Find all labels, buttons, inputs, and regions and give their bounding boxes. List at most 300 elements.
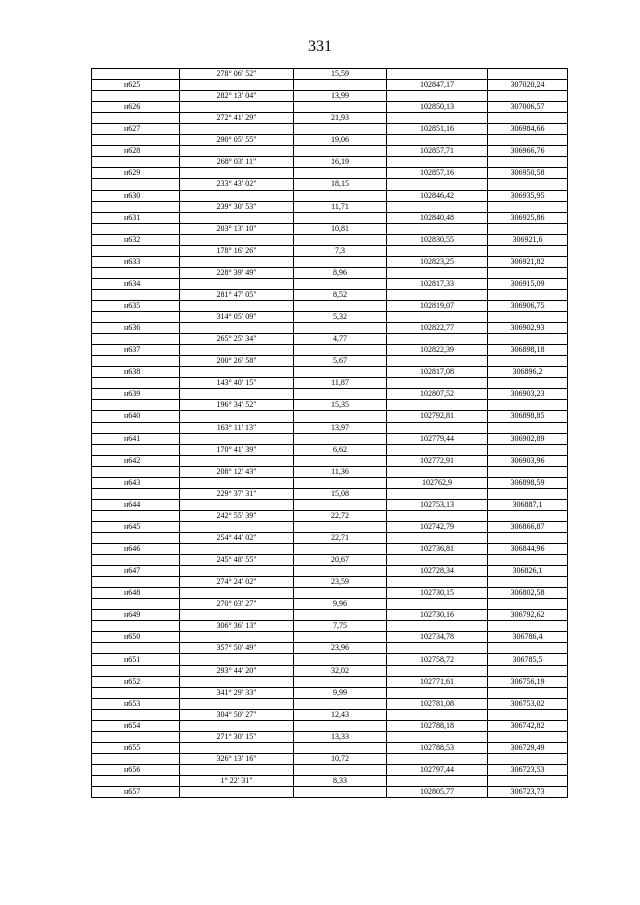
table-row bbox=[92, 687, 568, 698]
y-cell: 306950,58 bbox=[488, 168, 568, 179]
y-cell: 306915,09 bbox=[488, 278, 568, 289]
table-row bbox=[92, 477, 568, 488]
angle-cell bbox=[180, 190, 294, 201]
x-cell: 102817,08 bbox=[387, 367, 488, 378]
table-row bbox=[92, 731, 568, 742]
angle-cell bbox=[180, 787, 294, 798]
angle-cell bbox=[180, 742, 294, 753]
angle-cell bbox=[180, 367, 294, 378]
angle-cell: 239° 30' 53" bbox=[180, 201, 294, 212]
x-cell: 102857,71 bbox=[387, 146, 488, 157]
y-cell: 306786,4 bbox=[488, 632, 568, 643]
table-row bbox=[92, 389, 568, 400]
x-cell: 102797,44 bbox=[387, 764, 488, 775]
distance-cell: 15,08 bbox=[294, 488, 387, 499]
angle-cell bbox=[180, 278, 294, 289]
table-row bbox=[92, 113, 568, 124]
point-cell: н650 bbox=[92, 632, 180, 643]
distance-cell: 21,93 bbox=[294, 113, 387, 124]
x-cell bbox=[387, 91, 488, 102]
x-cell bbox=[387, 289, 488, 300]
point-cell: н628 bbox=[92, 146, 180, 157]
angle-cell: 245° 48' 55" bbox=[180, 555, 294, 566]
distance-cell: 13,33 bbox=[294, 731, 387, 742]
point-cell bbox=[92, 289, 180, 300]
angle-cell: 228° 39' 49" bbox=[180, 267, 294, 278]
table-row bbox=[92, 499, 568, 510]
point-cell: н642 bbox=[92, 455, 180, 466]
point-cell bbox=[92, 356, 180, 367]
y-cell bbox=[488, 621, 568, 632]
table-row bbox=[92, 102, 568, 113]
point-cell: н655 bbox=[92, 742, 180, 753]
angle-cell bbox=[180, 455, 294, 466]
distance-cell bbox=[294, 300, 387, 311]
angle-cell bbox=[180, 698, 294, 709]
table-row bbox=[92, 124, 568, 135]
x-cell bbox=[387, 113, 488, 124]
table-row bbox=[92, 80, 568, 91]
point-cell: н646 bbox=[92, 544, 180, 555]
table-row bbox=[92, 146, 568, 157]
y-cell bbox=[488, 444, 568, 455]
distance-cell bbox=[294, 654, 387, 665]
y-cell bbox=[488, 599, 568, 610]
x-cell: 102817,33 bbox=[387, 278, 488, 289]
point-cell bbox=[92, 378, 180, 389]
coordinates-table bbox=[91, 68, 568, 798]
table-row bbox=[92, 212, 568, 223]
angle-cell: 233° 43' 02" bbox=[180, 179, 294, 190]
point-cell: н632 bbox=[92, 234, 180, 245]
x-cell: 102753,13 bbox=[387, 499, 488, 510]
y-cell: 306826,1 bbox=[488, 566, 568, 577]
x-cell bbox=[387, 334, 488, 345]
point-cell bbox=[92, 488, 180, 499]
y-cell bbox=[488, 687, 568, 698]
y-cell: 306903,96 bbox=[488, 455, 568, 466]
distance-cell: 23,96 bbox=[294, 643, 387, 654]
x-cell: 102730,16 bbox=[387, 610, 488, 621]
y-cell: 306866,87 bbox=[488, 521, 568, 532]
distance-cell bbox=[294, 632, 387, 643]
x-cell bbox=[387, 179, 488, 190]
point-cell: н638 bbox=[92, 367, 180, 378]
x-cell bbox=[387, 776, 488, 787]
x-cell bbox=[387, 356, 488, 367]
x-cell bbox=[387, 157, 488, 168]
angle-cell: 282° 13' 04" bbox=[180, 91, 294, 102]
y-cell: 306906,75 bbox=[488, 300, 568, 311]
x-cell: 102758,72 bbox=[387, 654, 488, 665]
y-cell bbox=[488, 776, 568, 787]
y-cell: 306802,58 bbox=[488, 588, 568, 599]
angle-cell bbox=[180, 212, 294, 223]
distance-cell: 13,99 bbox=[294, 91, 387, 102]
y-cell bbox=[488, 555, 568, 566]
y-cell: 306921,82 bbox=[488, 256, 568, 267]
angle-cell bbox=[180, 654, 294, 665]
y-cell: 306844,96 bbox=[488, 544, 568, 555]
angle-cell bbox=[180, 102, 294, 113]
distance-cell: 18,15 bbox=[294, 179, 387, 190]
distance-cell bbox=[294, 411, 387, 422]
coordinates-table-body bbox=[92, 69, 568, 798]
point-cell: н633 bbox=[92, 256, 180, 267]
point-cell: н630 bbox=[92, 190, 180, 201]
y-cell bbox=[488, 731, 568, 742]
angle-cell bbox=[180, 477, 294, 488]
point-cell bbox=[92, 69, 180, 80]
y-cell: 306742,82 bbox=[488, 720, 568, 731]
distance-cell bbox=[294, 102, 387, 113]
table-row bbox=[92, 720, 568, 731]
point-cell: н651 bbox=[92, 654, 180, 665]
point-cell bbox=[92, 312, 180, 323]
table-row bbox=[92, 334, 568, 345]
y-cell: 306984,66 bbox=[488, 124, 568, 135]
point-cell bbox=[92, 532, 180, 543]
point-cell bbox=[92, 334, 180, 345]
distance-cell bbox=[294, 742, 387, 753]
distance-cell bbox=[294, 566, 387, 577]
table-row bbox=[92, 345, 568, 356]
angle-cell bbox=[180, 146, 294, 157]
x-cell bbox=[387, 466, 488, 477]
distance-cell bbox=[294, 477, 387, 488]
x-cell: 102788,18 bbox=[387, 720, 488, 731]
y-cell bbox=[488, 466, 568, 477]
angle-cell bbox=[180, 720, 294, 731]
distance-cell: 6,62 bbox=[294, 444, 387, 455]
table-row bbox=[92, 356, 568, 367]
distance-cell: 11,71 bbox=[294, 201, 387, 212]
distance-cell bbox=[294, 190, 387, 201]
x-cell bbox=[387, 69, 488, 80]
angle-cell: 163° 11' 13" bbox=[180, 422, 294, 433]
distance-cell: 22,71 bbox=[294, 532, 387, 543]
x-cell: 102840,48 bbox=[387, 212, 488, 223]
y-cell bbox=[488, 69, 568, 80]
x-cell: 102819,07 bbox=[387, 300, 488, 311]
point-cell: н639 bbox=[92, 389, 180, 400]
point-cell bbox=[92, 113, 180, 124]
angle-cell: 272° 41' 29" bbox=[180, 113, 294, 124]
point-cell: н649 bbox=[92, 610, 180, 621]
table-row bbox=[92, 577, 568, 588]
angle-cell bbox=[180, 345, 294, 356]
point-cell bbox=[92, 643, 180, 654]
x-cell: 102734,78 bbox=[387, 632, 488, 643]
point-cell bbox=[92, 444, 180, 455]
table-row bbox=[92, 256, 568, 267]
distance-cell: 7,75 bbox=[294, 621, 387, 632]
point-cell bbox=[92, 599, 180, 610]
x-cell bbox=[387, 665, 488, 676]
x-cell bbox=[387, 400, 488, 411]
distance-cell: 8,33 bbox=[294, 776, 387, 787]
y-cell: 306898,59 bbox=[488, 477, 568, 488]
page-number: 331 bbox=[308, 38, 332, 55]
x-cell: 102822,39 bbox=[387, 345, 488, 356]
table-row bbox=[92, 323, 568, 334]
table-row bbox=[92, 378, 568, 389]
x-cell: 102850,13 bbox=[387, 102, 488, 113]
angle-cell bbox=[180, 588, 294, 599]
distance-cell bbox=[294, 720, 387, 731]
y-cell bbox=[488, 753, 568, 764]
x-cell: 102762,9 bbox=[387, 477, 488, 488]
angle-cell bbox=[180, 300, 294, 311]
y-cell: 306902,93 bbox=[488, 323, 568, 334]
distance-cell bbox=[294, 676, 387, 687]
table-row bbox=[92, 709, 568, 720]
x-cell: 102851,16 bbox=[387, 124, 488, 135]
point-cell: н637 bbox=[92, 345, 180, 356]
distance-cell bbox=[294, 367, 387, 378]
y-cell bbox=[488, 135, 568, 146]
table-row bbox=[92, 643, 568, 654]
table-row bbox=[92, 278, 568, 289]
x-cell bbox=[387, 621, 488, 632]
y-cell: 306925,86 bbox=[488, 212, 568, 223]
angle-cell: 341° 29' 33" bbox=[180, 687, 294, 698]
distance-cell bbox=[294, 787, 387, 798]
table-row bbox=[92, 532, 568, 543]
table-row bbox=[92, 776, 568, 787]
angle-cell bbox=[180, 632, 294, 643]
angle-cell: 278° 06' 52" bbox=[180, 69, 294, 80]
distance-cell bbox=[294, 698, 387, 709]
angle-cell: 178° 16' 26" bbox=[180, 245, 294, 256]
distance-cell bbox=[294, 256, 387, 267]
y-cell: 306753,02 bbox=[488, 698, 568, 709]
distance-cell bbox=[294, 124, 387, 135]
y-cell: 306896,2 bbox=[488, 367, 568, 378]
table-row bbox=[92, 245, 568, 256]
distance-cell bbox=[294, 389, 387, 400]
distance-cell: 15,35 bbox=[294, 400, 387, 411]
x-cell bbox=[387, 488, 488, 499]
x-cell: 102788,53 bbox=[387, 742, 488, 753]
y-cell bbox=[488, 400, 568, 411]
point-cell bbox=[92, 245, 180, 256]
table-row bbox=[92, 566, 568, 577]
y-cell bbox=[488, 223, 568, 234]
table-row bbox=[92, 610, 568, 621]
point-cell: н629 bbox=[92, 168, 180, 179]
x-cell bbox=[387, 378, 488, 389]
point-cell: н634 bbox=[92, 278, 180, 289]
distance-cell bbox=[294, 764, 387, 775]
point-cell bbox=[92, 267, 180, 278]
point-cell: н643 bbox=[92, 477, 180, 488]
y-cell bbox=[488, 157, 568, 168]
angle-cell: 265° 25' 34" bbox=[180, 334, 294, 345]
y-cell bbox=[488, 91, 568, 102]
angle-cell: 268° 03' 11" bbox=[180, 157, 294, 168]
x-cell: 102805,77 bbox=[387, 787, 488, 798]
distance-cell: 20,67 bbox=[294, 555, 387, 566]
y-cell bbox=[488, 488, 568, 499]
distance-cell bbox=[294, 234, 387, 245]
x-cell: 102830,55 bbox=[387, 234, 488, 245]
y-cell bbox=[488, 577, 568, 588]
distance-cell bbox=[294, 80, 387, 91]
table-row bbox=[92, 588, 568, 599]
distance-cell bbox=[294, 610, 387, 621]
x-cell bbox=[387, 135, 488, 146]
distance-cell bbox=[294, 544, 387, 555]
distance-cell: 4,77 bbox=[294, 334, 387, 345]
table-row bbox=[92, 455, 568, 466]
x-cell: 102736,81 bbox=[387, 544, 488, 555]
y-cell bbox=[488, 378, 568, 389]
distance-cell: 32,02 bbox=[294, 665, 387, 676]
x-cell bbox=[387, 201, 488, 212]
point-cell bbox=[92, 665, 180, 676]
table-row bbox=[92, 223, 568, 234]
x-cell bbox=[387, 267, 488, 278]
point-cell: н640 bbox=[92, 411, 180, 422]
point-cell: н625 bbox=[92, 80, 180, 91]
y-cell bbox=[488, 356, 568, 367]
x-cell bbox=[387, 753, 488, 764]
angle-cell: 143° 40' 15" bbox=[180, 378, 294, 389]
point-cell bbox=[92, 709, 180, 720]
y-cell: 306966,76 bbox=[488, 146, 568, 157]
angle-cell bbox=[180, 323, 294, 334]
y-cell bbox=[488, 312, 568, 323]
y-cell: 306887,1 bbox=[488, 499, 568, 510]
table-row bbox=[92, 422, 568, 433]
point-cell: н656 bbox=[92, 764, 180, 775]
table-row bbox=[92, 632, 568, 643]
y-cell bbox=[488, 709, 568, 720]
table-row bbox=[92, 544, 568, 555]
x-cell: 102847,17 bbox=[387, 80, 488, 91]
table-row bbox=[92, 698, 568, 709]
table-row bbox=[92, 300, 568, 311]
point-cell bbox=[92, 555, 180, 566]
table-row bbox=[92, 367, 568, 378]
distance-cell: 8,52 bbox=[294, 289, 387, 300]
distance-cell bbox=[294, 278, 387, 289]
y-cell bbox=[488, 643, 568, 654]
table-row bbox=[92, 433, 568, 444]
table-row bbox=[92, 466, 568, 477]
point-cell: н627 bbox=[92, 124, 180, 135]
point-cell: н631 bbox=[92, 212, 180, 223]
table-row bbox=[92, 444, 568, 455]
table-row bbox=[92, 488, 568, 499]
point-cell: н635 bbox=[92, 300, 180, 311]
y-cell bbox=[488, 510, 568, 521]
point-cell bbox=[92, 731, 180, 742]
angle-cell: 1° 22' 31" bbox=[180, 776, 294, 787]
angle-cell: 304° 50' 27" bbox=[180, 709, 294, 720]
y-cell: 306902,89 bbox=[488, 433, 568, 444]
x-cell bbox=[387, 532, 488, 543]
x-cell: 102846,42 bbox=[387, 190, 488, 201]
point-cell bbox=[92, 223, 180, 234]
angle-cell: 290° 05' 55" bbox=[180, 135, 294, 146]
distance-cell bbox=[294, 168, 387, 179]
x-cell: 102781,08 bbox=[387, 698, 488, 709]
x-cell bbox=[387, 312, 488, 323]
distance-cell: 9,99 bbox=[294, 687, 387, 698]
distance-cell: 9,96 bbox=[294, 599, 387, 610]
distance-cell bbox=[294, 433, 387, 444]
distance-cell: 5,67 bbox=[294, 356, 387, 367]
angle-cell: 254° 44' 02" bbox=[180, 532, 294, 543]
x-cell: 102779,44 bbox=[387, 433, 488, 444]
y-cell: 306785,5 bbox=[488, 654, 568, 665]
distance-cell: 5,32 bbox=[294, 312, 387, 323]
point-cell bbox=[92, 577, 180, 588]
distance-cell: 8,96 bbox=[294, 267, 387, 278]
table-row bbox=[92, 411, 568, 422]
table-row bbox=[92, 654, 568, 665]
angle-cell bbox=[180, 124, 294, 135]
table-row bbox=[92, 312, 568, 323]
distance-cell: 7,3 bbox=[294, 245, 387, 256]
angle-cell bbox=[180, 676, 294, 687]
x-cell: 102728,34 bbox=[387, 566, 488, 577]
x-cell: 102771,61 bbox=[387, 676, 488, 687]
y-cell: 306723,73 bbox=[488, 787, 568, 798]
angle-cell: 200° 26' 58" bbox=[180, 356, 294, 367]
distance-cell bbox=[294, 323, 387, 334]
x-cell: 102772,91 bbox=[387, 455, 488, 466]
x-cell bbox=[387, 422, 488, 433]
x-cell bbox=[387, 510, 488, 521]
table-row bbox=[92, 621, 568, 632]
distance-cell bbox=[294, 345, 387, 356]
angle-cell bbox=[180, 433, 294, 444]
distance-cell: 11,87 bbox=[294, 378, 387, 389]
x-cell: 102807,52 bbox=[387, 389, 488, 400]
distance-cell: 16,19 bbox=[294, 157, 387, 168]
point-cell: н647 bbox=[92, 566, 180, 577]
table-row bbox=[92, 400, 568, 411]
y-cell: 307006,57 bbox=[488, 102, 568, 113]
table-row bbox=[92, 157, 568, 168]
x-cell bbox=[387, 223, 488, 234]
distance-cell: 22,72 bbox=[294, 510, 387, 521]
y-cell bbox=[488, 422, 568, 433]
table-row bbox=[92, 521, 568, 532]
point-cell bbox=[92, 621, 180, 632]
point-cell bbox=[92, 135, 180, 146]
table-row bbox=[92, 665, 568, 676]
angle-cell bbox=[180, 168, 294, 179]
angle-cell: 203° 13' 10" bbox=[180, 223, 294, 234]
angle-cell: 271° 30' 15" bbox=[180, 731, 294, 742]
table-row bbox=[92, 91, 568, 102]
point-cell bbox=[92, 422, 180, 433]
y-cell: 307020,24 bbox=[488, 80, 568, 91]
angle-cell bbox=[180, 544, 294, 555]
angle-cell bbox=[180, 80, 294, 91]
angle-cell: 242° 55' 39" bbox=[180, 510, 294, 521]
y-cell bbox=[488, 665, 568, 676]
point-cell bbox=[92, 753, 180, 764]
y-cell: 306792,62 bbox=[488, 610, 568, 621]
angle-cell: 281° 47' 05" bbox=[180, 289, 294, 300]
x-cell bbox=[387, 245, 488, 256]
distance-cell: 19,06 bbox=[294, 135, 387, 146]
